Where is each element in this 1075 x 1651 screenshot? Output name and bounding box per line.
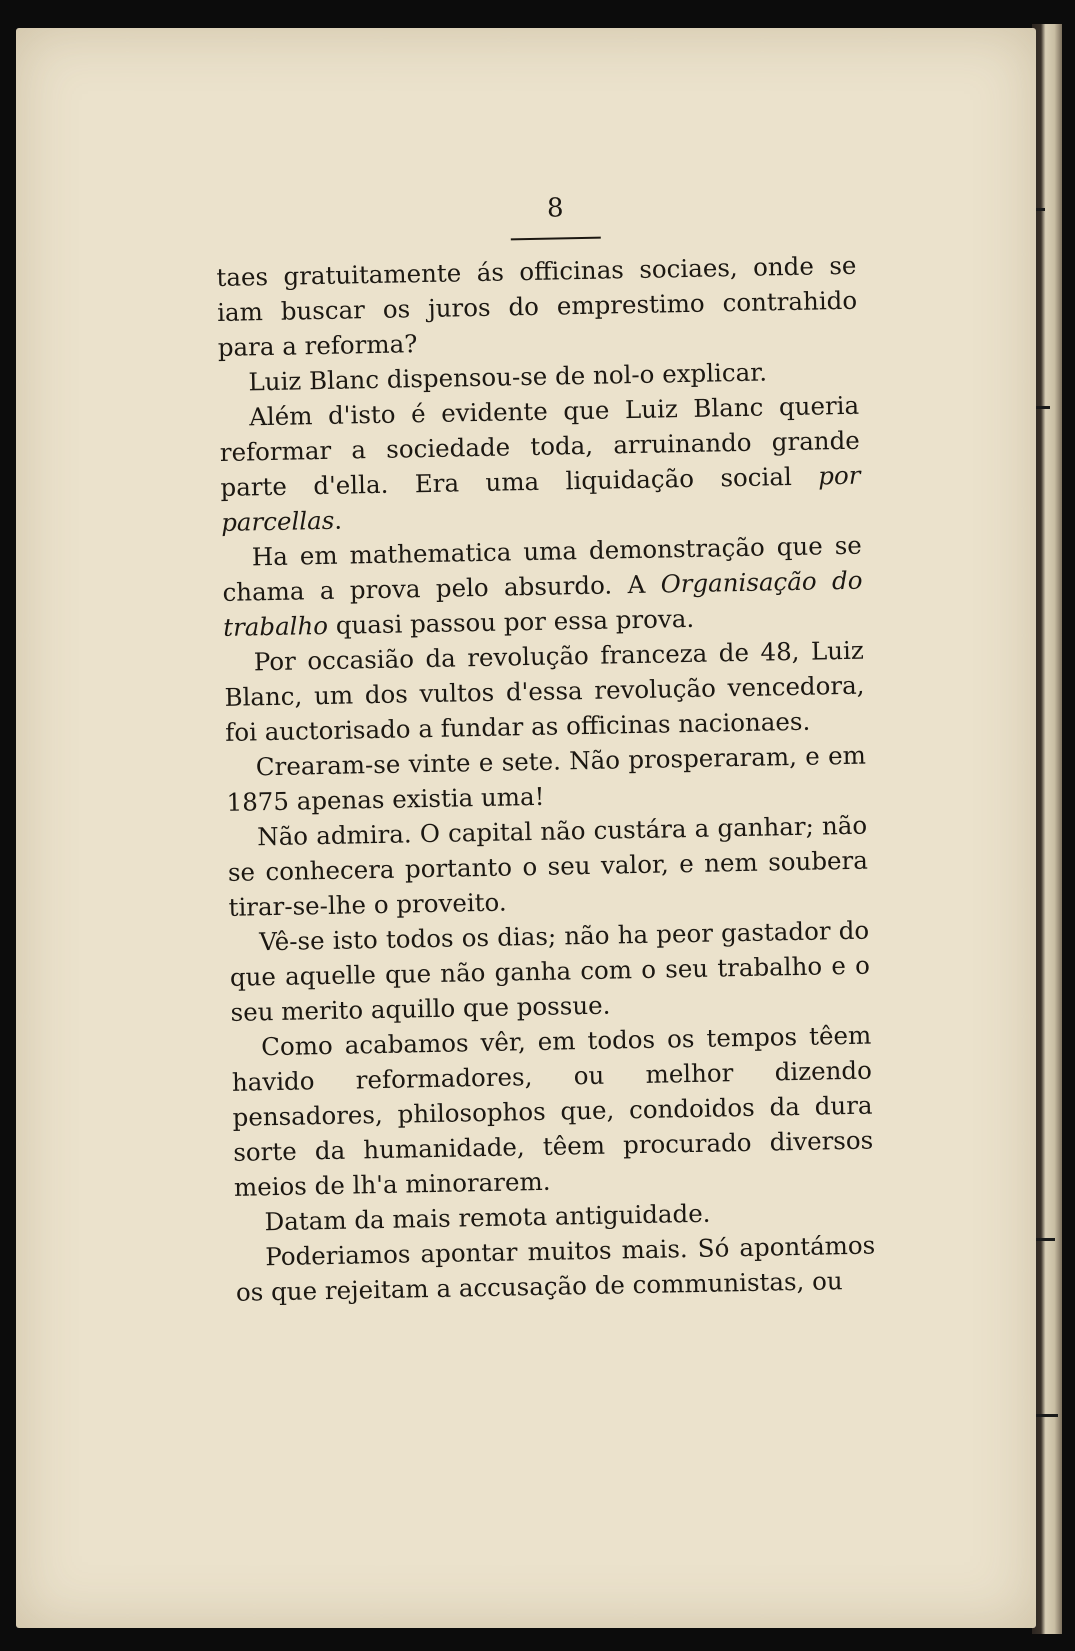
paragraph: Crearam-se vinte e sete. Não prosperaram, e em 1875 apenas existia uma! — [226, 740, 867, 817]
paragraph: Como acabamos vêr, em todos os tempos têem havido reformadores, ou melhor dizendo pensadores, philosophos que, condoidos da dura sorte da humanidade, têem procurado diversos meios de lh'a minorarem. — [231, 1020, 874, 1202]
page-fore-edge — [1032, 24, 1062, 1634]
italic-phrase: por parcellas — [220, 460, 861, 537]
paragraph: Poderiamos apontar muitos mais. Só apontámos os que rejeitam a accusação de communistas, ou — [235, 1230, 876, 1307]
paragraph-text: Além d'isto é evidente que Luiz Blanc queria reformar a sociedade toda, arruinando grande parte d'ella. Era uma liquidação social — [219, 390, 861, 502]
header-rule — [511, 237, 601, 241]
paragraph-text: . — [333, 505, 343, 535]
paragraph: Vê-se isto todos os dias; não ha peor gastador do que aquelle que não ganha com o seu trabalho e o seu merito aquillo que possue. — [229, 915, 871, 1027]
paragraph — [222, 528, 864, 645]
paragraph — [219, 388, 862, 540]
italic-title: Organisação do trabalho — [222, 565, 863, 642]
paragraph-text: quasi passou por essa prova. — [327, 603, 695, 640]
paragraph: Luiz Blanc dispensou-se de nol-o explicar. — [248, 357, 768, 397]
paragraph: Datam da mais remota antiguidade. — [264, 1198, 711, 1237]
paragraph-text: Ha em mathematica uma demonstração que se chama a prova pelo absurdo. A — [222, 530, 863, 607]
text-block — [215, 188, 876, 1310]
paragraph: Por occasião da revolução franceza de 48, Luiz Blanc, um dos vultos d'essa revolução vencedora, foi auctorisado a fundar as officinas nacionaes. — [224, 635, 865, 747]
paragraph: taes gratuitamente ás officinas sociaes, onde se iam buscar os juros do emprestimo contrahido para a reforma? — [216, 250, 858, 362]
paragraph: Não admira. O capital não custára a ganhar; não se conhecera portanto o seu valor, e nem soubera tirar-se-lhe o proveito. — [227, 810, 869, 922]
page-number: 8 — [546, 193, 564, 224]
